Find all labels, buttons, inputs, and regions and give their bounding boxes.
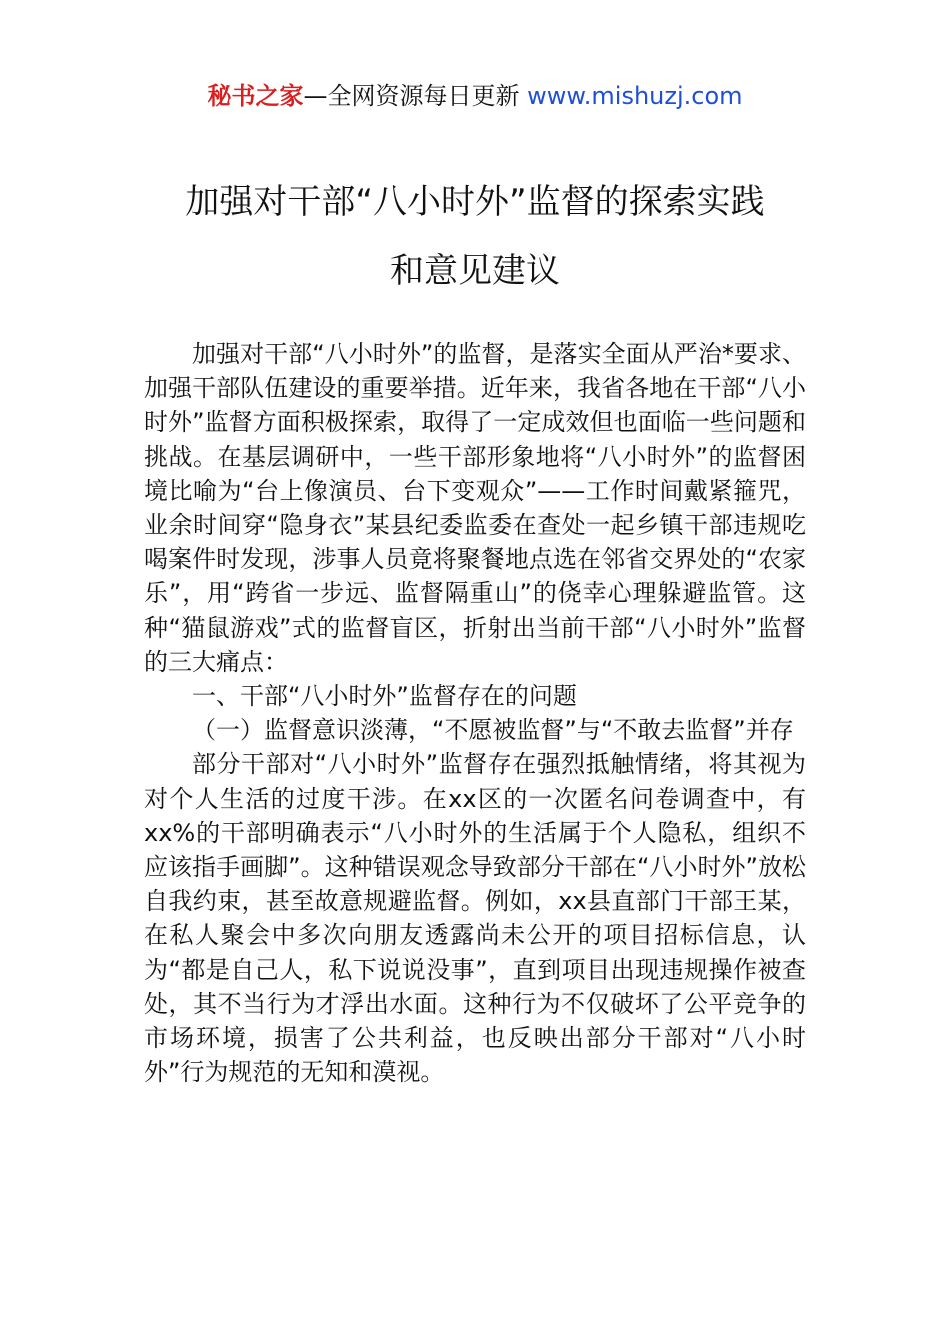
site-brand: 秘书之家 [207,82,304,110]
paragraph-body: 部分干部对“八小时外”监督存在强烈抵触情绪，将其视为对个人生活的过度干涉。在xx区的一次匿名问卷调查中，有xx%的干部明确表示“八小时外的生活属于个人隐私，组织不应该指手画脚”。这种错误观念导致部分干部在“八小时外”放松自我约束，甚至故意规避监督。例如，xx县直部门干部王某，在私人聚会中多次向朋友透露尚未公开的项目招标信息，认为“都是自己人，私下说说没事”，直到项目出现违规操作被查处，其不当行为才浮出水面。这种行为不仅破坏了公平竞争的市场环境，损害了公共利益，也反映出部分干部对“八小时外”行为规范的无知和漠视。 [144,750,806,1087]
site-header [0,80,950,112]
document-title-line-1: 加强对干部“八小时外”监督的探索实践 [185,182,765,222]
section-heading: 一、干部“八小时外”监督存在的问题 [192,682,577,711]
site-url[interactable]: www.mishuzj.com [527,82,743,110]
paragraph-intro: 加强对干部“八小时外”的监督，是落实全面从严治*要求、加强干部队伍建设的重要举措。近年来，我省各地在干部“八小时外”监督方面积极探索，取得了一定成效但也面临一些问题和挑战。在基层调研中，一些干部形象地将“八小时外”的监督困境比喻为“台上像演员、台下变观众”——工作时间戴紧箍咒，业余时间穿“隐身衣”某县纪委监委在查处一起乡镇干部违规吃喝案件时发现，涉事人员竟将聚餐地点选在邻省交界处的“农家乐”，用“跨省一步远、监督隔重山”的侥幸心理躲避监管。这种“猫鼠游戏”式的监督盲区，折射出当前干部“八小时外”监督的三大痛点： [144,340,806,676]
subsection-heading: （一）监督意识淡薄，“不愿被监督”与“不敢去监督”并存 [192,716,794,745]
site-tagline: —全网资源每日更新 [303,82,520,110]
document-body [144,337,806,1089]
document-title-line-2: 和意见建议 [390,251,560,291]
